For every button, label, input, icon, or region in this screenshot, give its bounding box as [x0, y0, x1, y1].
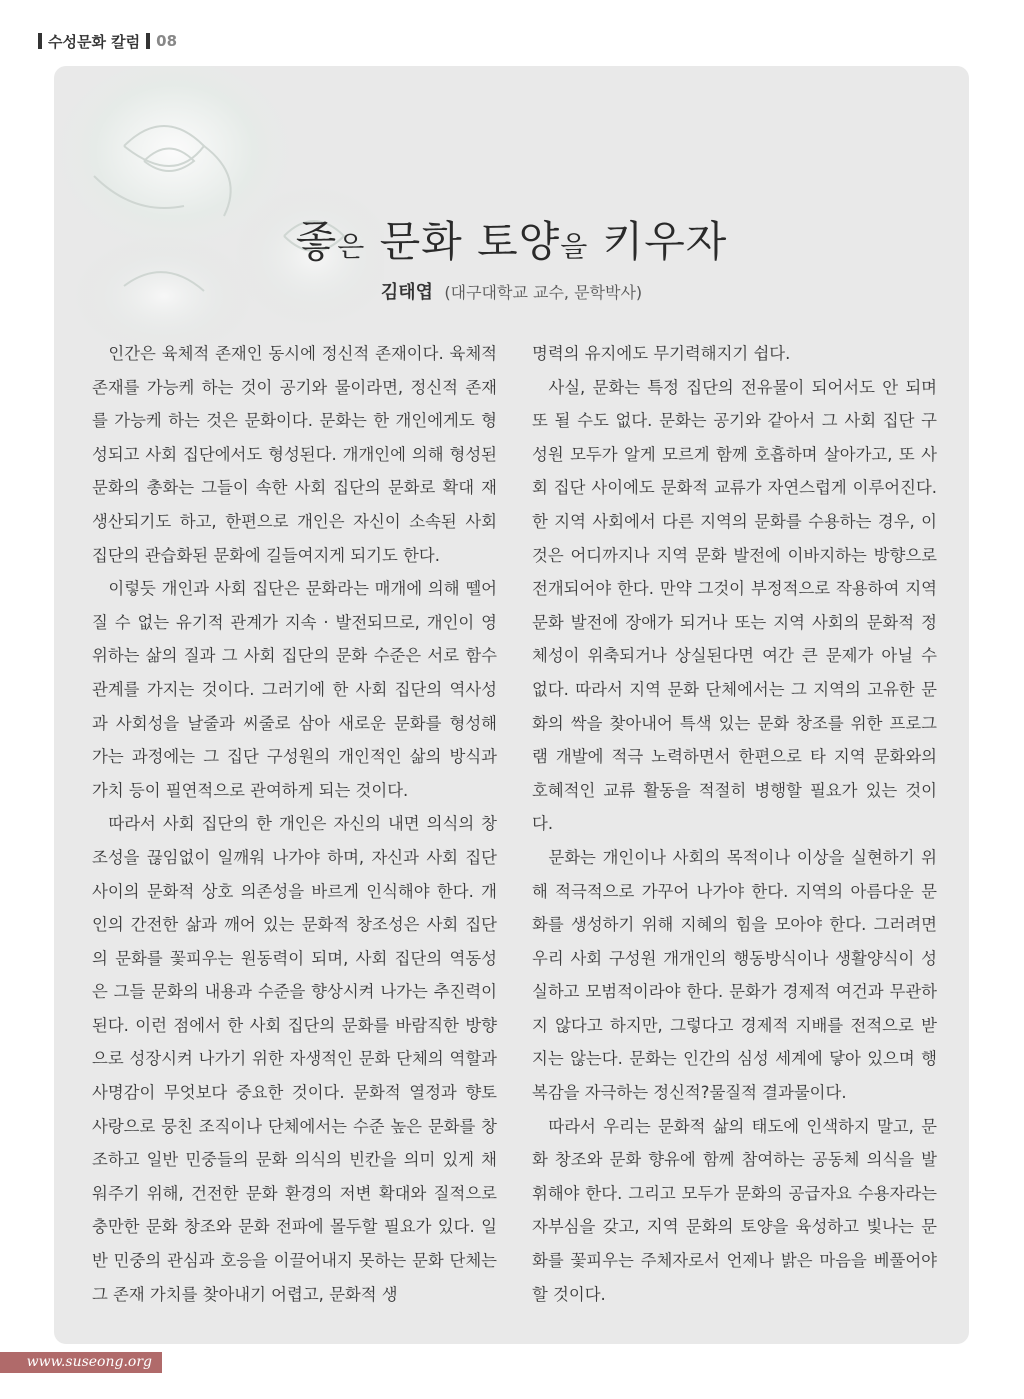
header-bar-left [38, 33, 42, 49]
website-url: www.suseong.org [0, 1352, 162, 1373]
paragraph: 사실, 문화는 특정 집단의 전유물이 되어서도 안 되며 또 될 수도 없다. 문화는 공기와 같아서 그 사회 집단 구성원 모두가 알게 모르게 함께 호흡하며 살아가고, 또 사회 집단 사이에도 문화적 교류가 자연스럽게 이루어진다. 한 지역 사회에서 다른 지역의 문화를 수용하는 경우, 이것은 어디까지나 지역 문화 발전에 이바지하는 방향으로 전개되어야 한다. 만약 그것이 부정적으로 작용하여 지역 문화 발전에 장애가 되거나 또는 지역 사회의 문화적 정체성이 위축되거나 상실된다면 여간 큰 문제가 아닐 수 없다. 따라서 지역 문화 단체에서는 그 지역의 고유한 문화의 싹을 찾아내어 특색 있는 문화 창조를 위한 프로그램 개발에 적극 노력하면서 한편으로 타 지역 문화와의 호혜적인 교류 활동을 적절히 병행할 필요가 있는 것이다. [532, 377, 937, 834]
title-part-1: 좋 [295, 217, 338, 266]
header-bar-right [146, 33, 150, 49]
title-part-2: 은 [337, 230, 366, 263]
title-part-5: 키우자 [588, 217, 728, 266]
article-right-column [532, 337, 937, 1311]
byline [54, 278, 969, 304]
article-left-column [92, 337, 497, 1311]
author-affiliation: (대구대학교 교수, 문학박사) [444, 283, 643, 302]
rose-decoration-image [54, 66, 384, 346]
paragraph: 이렇듯 개인과 사회 집단은 문화라는 매개에 의해 뗄어질 수 없는 유기적 관계가 지속 · 발전되므로, 개인이 영위하는 삶의 질과 그 사회 집단의 문화 수준은 서로 함수관계를 가지는 것이다. 그러기에 한 사회 집단의 역사성과 사회성을 날줄과 씨줄로 삼아 새로운 문화를 형성해 가는 과정에는 그 집단 구성원의 개인적인 삶의 방식과 가치 등이 필연적으로 관여하게 되는 것이다. [92, 579, 497, 800]
paragraph: 인간은 육체적 존재인 동시에 정신적 존재이다. 육체적 존재를 가능케 하는 것이 공기와 물이라면, 정신적 존재를 가능케 하는 것은 문화이다. 문화는 한 개인에게도 형성되고 사회 집단에서도 형성된다. 개개인에 의해 형성된 문화의 총화는 그들이 속한 사회 집단의 문화로 확대 재생산되기도 하고, 한편으로 개인은 자신이 소속된 사회 집단의 관습화된 문화에 길들여지게 되기도 한다. [92, 344, 497, 565]
paragraph: 따라서 사회 집단의 한 개인은 자신의 내면 의식의 창조성을 끊임없이 일깨워 나가야 하며, 자신과 사회 집단 사이의 문화적 상호 의존성을 바르게 인식해야 한다. 개인의 간전한 삶과 깨어 있는 문화적 창조성은 사회 집단의 문화를 꽃피우는 원동력이 되며, 사회 집단의 역동성은 그들 문화의 내용과 수준을 향상시켜 나가는 추진력이 된다. 이런 점에서 한 사회 집단의 문화를 바람직한 방향으로 성장시켜 나가기 위한 자생적인 문화 단체의 역할과 사명감이 무엇보다 중요한 것이다. 문화적 열정과 향토 사랑으로 뭉친 조직이나 단체에서는 수준 높은 문화를 창조하고 일반 민중들의 문화 의식의 빈칸을 의미 있게 채워주기 위해, 건전한 문화 환경의 저변 확대와 질적으로 충만한 문화 창조와 문화 전파에 몰두할 필요가 있다. 일반 민중의 관심과 호응을 이끌어내지 못하는 문화 단체는 그 존재 가치를 찾아내기 어렵고, 문화적 생 [92, 814, 497, 1304]
article-title [54, 209, 969, 269]
author-name: 김태엽 [380, 282, 433, 303]
paragraph: 문화는 개인이나 사회의 목적이나 이상을 실현하기 위해 적극적으로 가꾸어 나가야 한다. 지역의 아름다운 문화를 생성하기 위해 지혜의 힘을 모아야 한다. 그러려면 우리 사회 구성원 개개인의 행동방식이나 생활양식이 성실하고 모범적이라야 한다. 문화가 경제적 여건과 무관하지 않다고 하지만, 그렇다고 경제적 지배를 전적으로 받지는 않는다. 문화는 인간의 심성 세계에 닿아 있으며 행복감을 자극하는 정신적?물질적 결과물이다. [532, 847, 937, 1103]
paragraph: 따라서 우리는 문화적 삶의 태도에 인색하지 말고, 문화 창조와 문화 향유에 함께 참여하는 공동체 의식을 발휘해야 한다. 그리고 모두가 문화의 공급자요 수용자라는 자부심을 갖고, 지역 문화의 토양을 육성하고 빛나는 문화를 꽃피우는 주체자로서 언제나 밝은 마음을 베풀어야 할 것이다. [532, 1116, 937, 1304]
page-number: 08 [156, 32, 178, 50]
section-header [38, 30, 177, 52]
title-part-3: 문화 토양 [365, 217, 561, 266]
paragraph-continued: 명력의 유지에도 무기력해지기 쉽다. [532, 344, 791, 363]
section-label: 수성문화 칼럼 [48, 32, 141, 51]
title-part-4: 을 [560, 230, 589, 263]
